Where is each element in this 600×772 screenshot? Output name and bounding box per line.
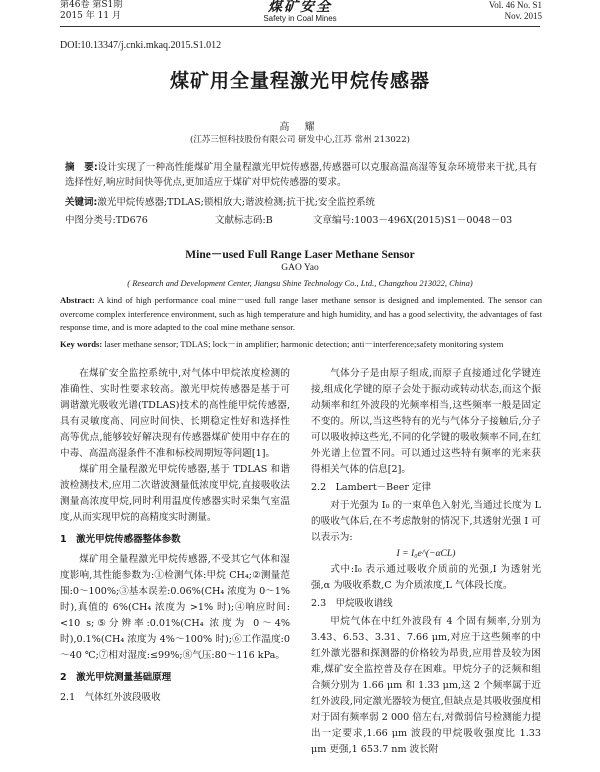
journal-logo: 煤矿安全 [268, 0, 332, 15]
volume-issue-cn: 第46卷 第S1期 [60, 0, 123, 10]
volume-issue-en: Vol. 46 No. S1 [488, 0, 542, 10]
subsection-heading-2-3: 2.3 甲烷吸收谱线 [311, 598, 393, 609]
english-title: Mine－used Full Range Laser Methane Sensor [185, 249, 415, 261]
paper-title: 煤矿用全量程激光甲烷传感器 [169, 70, 430, 92]
section-heading-1: 1 激光甲烷传感器整体参数 [60, 534, 181, 545]
affiliation: (江苏三恒科技股份有限公司 研发中心,江苏 常州 213022) [190, 135, 410, 145]
article-number: 文章编号:1003－496X(2015)S1－0048－03 [313, 215, 513, 226]
english-keywords-label: Key words: [60, 339, 103, 349]
absorption-paragraph: 气体分子是由原子组成,而原子直接通过化学键连接,组成化学键的原子会处于振动或转动状态,而这个振动频率和红外波段的光频率相当,这些频率一般是固定不变的。所以,当这些特有的光与气体分子接触后,分子可以吸收掉这些光,不同的化学键的吸收频率不同,在红外光谱上位置不同。可以通过这些特有频率的光来获得相关气体的信息[2]。 [311, 368, 541, 475]
intro-paragraph-1: 在煤矿安全监控系统中,对气体中甲烷浓度检测的准确性、实时性要求较高。激光甲烷传感器是基于可调谐激光吸收光谱(TDLAS)技术的高性能甲烷传感器,具有灵敏度高、同应时间快、长期稳定性好和选择性高等优点,能够较好解决现有传感器煤矿使用中存在的中毒、高温高湿条件不准和标校周期短等问题[1]。 [60, 368, 290, 459]
parameters-paragraph: 煤矿用全量程激光甲烷传感器,不受其它气体和湿度影响,其性能参数为:①检测气体:甲烷 CH₄;②测量范围:0～100%;③基本误差:0.06%(CH₄ 浓度为 0～1% 时),真值的 6%(CH₄ 浓度为 >1% 时);④响应时间:<10 s;⑤分辨率:0.01%(CH₄ 浓度为 0～4% 时),0.1%(CH₄ 浓度为 4%～100% 时);⑥工作温度:0～40 ℃;⑦相对湿度:≤99%;⑧气压:80～116 kPa。 [60, 554, 290, 661]
english-affiliation: ( Research and Development Center, Jiangsu Shine Technology Co., Ltd., Changzhou 213022, China) [127, 278, 473, 288]
english-abstract [60, 294, 542, 335]
section-heading-2: 2 激光甲烷测量基础原理 [60, 672, 172, 683]
abstract-cn-label: 摘 要: [65, 162, 98, 173]
running-head-right [489, 0, 542, 22]
date-cn: 2015 年 11 月 [60, 11, 121, 21]
keywords-cn-text: 激光甲烷传感器;TDLAS;锁相放大;谐波检测;抗干扰;安全监控系统 [97, 197, 375, 208]
english-keywords [60, 338, 542, 352]
lambert-beer-equation: I = I₀e^(−αCL) [396, 548, 456, 559]
equation-explanation: 式中:I₀ 表示通过吸收介质前的光强,I 为透射光强,α 为吸收系数,C 为介质浓度,L 气体段长度。 [311, 564, 541, 591]
methane-spectrum-paragraph: 甲烷气体在中红外波段有 4 个固有频率,分别为 3.43、6.53、3.31、7.66 μm,对应于这些频率的中红外激光器和探测器的价格较为昂贵,应用普及较为困难,煤矿安全监控普及存在困难。甲烷分子的泛频和组合频分别为 1.66 μm 和 1.33 μm,这 2 个频率属于近红外波段,同定激光器较为便宜,但缺点是其吸收强度相对于固有频率弱 2 000 倍左右,对微弱信号检测能力提出一定要求,1.66 μm 波段的甲烷吸收强度比 1.33 μm 更强,1 653.7 nm 波长附 [311, 616, 541, 755]
intro-paragraph-2: 煤矿用全量程激光甲烷传感器,基于 TDLAS 和谐波检测技术,应用二次谐波测量低浓度甲烷,直接吸收法测量高浓度甲烷,同时利用温度传感器实时采集气室温度,从而实现甲烷的高精度实时测量。 [60, 464, 290, 523]
author: 高 耀 [279, 122, 321, 133]
english-keywords-text: laser methane sensor; TDLAS; lock－in amplifier; harmonic detection; anti－interference;safety monitoring system [104, 339, 504, 349]
subsection-heading-2-1: 2.1 气体红外波段吸收 [60, 692, 161, 703]
header-rule [60, 26, 540, 27]
left-column [60, 366, 290, 708]
right-column [311, 366, 541, 758]
english-abstract-text: A kind of high performance coal mine－used full range laser methane sensor is designed and implemented. The sensor can overcome complex interference environment, such as high temperature and high humidity, and has a good selectivity, the advantages of fast response time, and is more adapted to the coal mine methane sensor. [60, 295, 542, 333]
journal-name-en: Safety in Coal Mines [263, 14, 337, 23]
english-author: GAO Yao [281, 263, 319, 273]
lambert-beer-paragraph: 对于光强为 I₀ 的一束单色入射光,当通过长度为 L 的吸收气体后,在不考虑散射的情况下,其透射光强 I 可以表示为: [311, 500, 541, 543]
doi: DOI:10.13347/j.cnki.mkaq.2015.S1.012 [60, 40, 222, 51]
date-en: Nov. 2015 [504, 11, 542, 21]
keywords-cn [65, 195, 537, 210]
abstract-cn [65, 160, 537, 190]
document-code: 文献标志码:B [215, 215, 273, 226]
keywords-cn-label: 关键词: [65, 197, 98, 208]
english-abstract-label: Abstract: [60, 295, 95, 305]
subsection-heading-2-2: 2.2 Lambert－Beer 定律 [311, 482, 431, 493]
abstract-cn-text: 设计实现了一种高性能煤矿用全量程激光甲烷传感器,传感器可以克服高温高湿等复杂环境带来干扰,具有选择性好,响应时间快等优点,更加适应于煤矿对甲烷传感器的要求。 [65, 162, 537, 188]
clc-number: 中图分类号:TD676 [65, 215, 148, 226]
